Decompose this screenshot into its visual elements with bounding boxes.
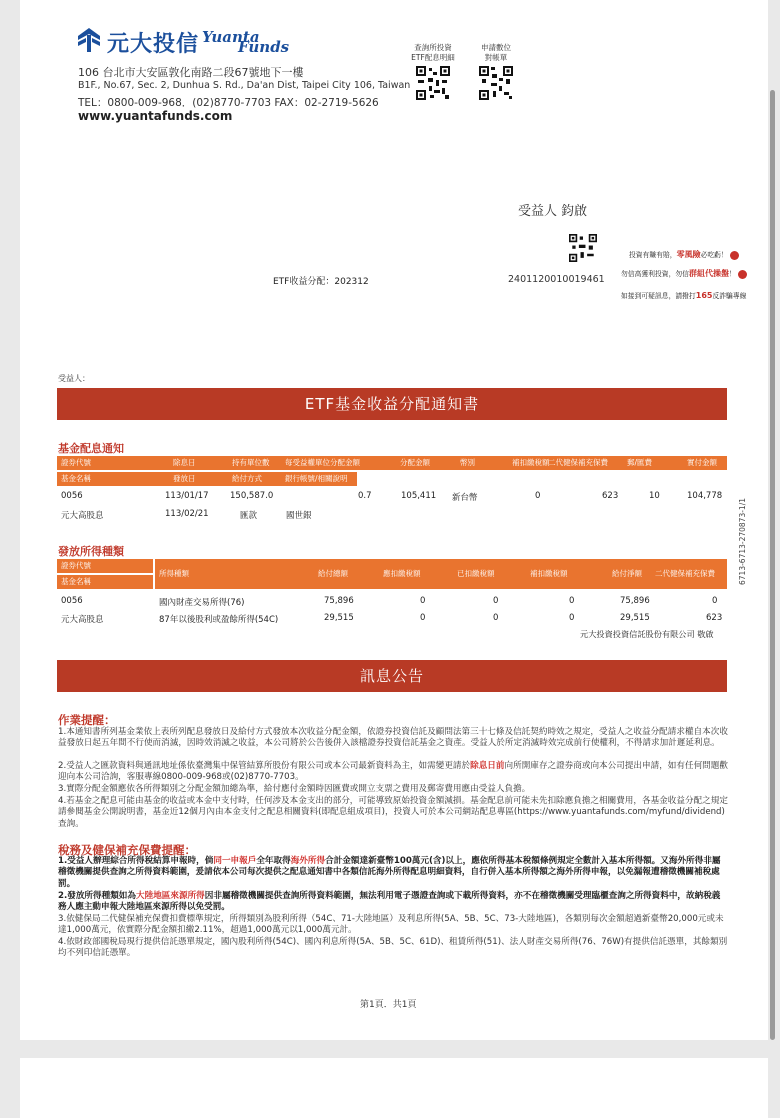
tax-item-3: 3.依健保局二代健保補充保費扣費標準規定，所得類別為股利所得（54C、71-大陸地區）及利息所得(5A、5B、5C、73-大陸地區)，各類別每次金額超過新臺幣20,000元或未達1,000萬元，依實際分配金額扣繳2.11%，超過1,000萬元以1,000萬元計。 xyxy=(58,914,724,936)
address-en: B1F., No.67, Sec. 2, Dunhua S. Rd., Da'an Dist, Taipei City 106, Taiwan xyxy=(78,80,411,91)
fraud-warning-line-2: 勿信高獲利投資，勿信群組代操盤！ xyxy=(621,268,747,280)
notice-banner: ETF基金收益分配通知書 xyxy=(57,388,727,420)
website-link[interactable]: www.yuantafunds.com xyxy=(78,109,233,123)
brand-name-en: Yuanta xyxy=(202,28,260,46)
income-table-header: 所得種類 給付總額 應扣繳稅額 已扣繳稅額 補扣繳稅額 給付淨額 二代健保補充保費 xyxy=(155,559,727,589)
ops-item-2: 2.受益人之匯款資料與通訊地址係依臺灣集中保管結算所股份有限公司或本公司最新資料為主，如需變更請於除息日前向所開庫存之證券商或向本公司提出申請，如有任何問題歡迎向本公司洽詢，客服專線0800-009-968或(02)8770-7703。 xyxy=(58,761,728,783)
income-type-section-title: 發放所得種類 xyxy=(58,545,124,558)
account-qr-code-icon xyxy=(569,234,597,262)
income-table-header-left-1: 證券代號 xyxy=(57,559,153,573)
statement-qr-code-icon[interactable] xyxy=(479,66,513,100)
tax-item-4: 4.依財政部國稅局現行提供信託憑單規定，國內股利所得(54C)、國內利息所得(5A、5B、5C、61D)、租賃所得(51)、法人財產交易所得(76、76W)有提供信託憑單，其餘類別均不列印信託憑單。 xyxy=(58,937,728,959)
ops-item-4: 4.若基金之配息可能由基金的收益或本金中支付時，任何涉及本金支出的部分，可能導致原始投資金額減損。基金配息前可能未先扣除應負擔之相關費用，各基金收益分配之規定請參閱基金公開說明書，基金近12個月內由本金支付之配息相關資料(即配息組成項目)，投資人可於本公司網站配息專區(https://www.yuantafunds.com/myfund/dividend)查詢。 xyxy=(58,796,728,829)
etf-distribution-period: ETF收益分配：202312 xyxy=(273,277,369,287)
income-table-header-left-2: 基金名稱 xyxy=(57,575,153,589)
statement-page: 元大投信 Yuanta Funds 106 台北市大安區敦化南路二段67號地下一樓 B1F., No.67, Sec. 2, Dunhua S. Rd., Da'an Dist, Taipei City 106, Taiwan TEL：0800-009-968．(02)8770-7703 FAX：02-2719-5626 www.yuantafunds.com 查詢所投資 ETF配息明細 申請數位 對帳單 受益人 鈞啟 ETF收益分配：202312 2401120010019461 投資有賺有賠，零風險必吃虧！ 勿信高獲利投資，勿信群組代操盤！ 如接到可疑訊息，請撥打165反詐騙專線 受益人： ETF基金收益分配通知書 基金配息通知 證券代號 除息日 持有單位數 每受益權單位分配金額 分配金額 幣別 補扣繳稅額 二代健保補充保費 郵/匯費 實付金額 基金名稱 發放日 給付方式 銀行帳號/相關說明 0056 113/01/17 150,587.0 0.7 105,411 新台幣 0 623 10 104,778 元大高股息 113/02/21 匯款 國世銀 發放所得種類 證券代號 基金名稱 所得種類 給付總額 應扣繳稅額 已扣繳稅額 補扣繳稅額 給付淨額 二代健保補充保費 0056 國內財產交易所得(76) 75,896 0 0 0 75,896 0 元大高股息 87年以後股利或盈餘所得(54C) 29,515 0 0 0 29,515 623 元大投資投資信託股份有限公司 敬啟 訊息公告 作業提醒： 1.本通知書所列基金業依上表所列配息發放日及給付方式發放本次收益分配金額，依證券投資信託及顧問法第三十七條及信託契約時效之規定，受益人之收益分配請求權自本次收益發放日起五年間不行使而消滅，因時效消滅之收益，本公司將於公告後併入該檔證券投資信託基金之資產。受益人於所定消滅時效完成前行使權利，不得請求加計遲延利息。 2.受益人之匯款資料與通訊地址係依臺灣集中保管結算所股份有限公司或本公司最新資料為主，如需變更請於除息日前向所開庫存之證券商或向本公司提出申請，如有任何問題歡迎向本公司洽詢，客服專線0800-009-968或(02)8770-7703。 3.實際分配金額應依各所得類別之分配金額加總為準，給付應付金額時因匯費或開立支票之費用及郵寄費用應由受益人負擔。 4.若基金之配息可能由基金的收益或本金中支付時，任何涉及本金支出的部分，可能導致原始投資金額減損。基金配息前可能未先扣除應負擔之相關費用，各基金收益分配之規定請參閱基金公開說明書，基金近12個月內由本金支付之配息相關資料(即配息組成項目)，投資人可於本公司網站配息專區(https://www.yuantafunds.com/myfund/dividend)查詢。 稅務及健保補充保費提醒： 1.受益人辦理綜合所得稅結算申報時，倘同一申報戶全年取得海外所得合計金額達新臺幣100萬元(含)以上，應依所得基本稅額條例規定全數計入基本所得額。又海外所得非屬稽徵機關提供查詢之所得資料範圍，爰請依本公司每次提供之配息通知書中各類信託海外所得配息明細資料，自行併入基本所得額之海外所得申報，以免漏報遭稽徵機關補稅處罰。 2.發放所得種類如為大陸地區來源所得因非屬稽徵機關提供查詢所得資料範圍，無法利用電子憑證查詢或下載所得資料，亦不在稽徵機關受理臨櫃查詢之所得資料中，故納稅義務人應主動申報大陸地區來源所得以免受罰。 3.依健保局二代健保補充保費扣費標準規定，所得類別為股利所得（54C、71-大陸地區）及利息所得(5A、5B、5C、73-大陸地區)，各類別每次金額超過新臺幣20,000元或未達1,000萬元，依實際分配金額扣繳2.11%，超過1,000萬元以1,000萬元計。 4.依財政部國稅局現行提供信託憑單規定，國內股利所得(54C)、國內利息所得(5A、5B、5C、61D)、租賃所得(51)、法人財產交易所得(76、76W)有提供信託憑單，其餘類別均不列印信託憑單。 第1頁．共1頁 xyxy=(20,0,768,1040)
dividend-table-header-1: 證券代號 除息日 持有單位數 每受益權單位分配金額 分配金額 幣別 補扣繳稅額 二代健保補充保費 郵/匯費 實付金額 xyxy=(57,456,727,470)
tax-item-1: 1.受益人辦理綜合所得稅結算申報時，倘同一申報戶全年取得海外所得合計金額達新臺幣100萬元(含)以上，應依所得基本稅額條例規定全數計入基本所得額。又海外所得非屬稽徵機關提供查詢之所得資料範圍，爰請依本公司每次提供之配息通知書中各類信託海外所得配息明細資料，自行併入基本所得額之海外所得申報，以免漏報遭稽徵機關補稅處罰。 xyxy=(58,856,721,889)
ops-item-1: 1.本通知書所列基金業依上表所列配息發放日及給付方式發放本次收益分配金額，依證券投資信託及顧問法第三十七條及信託契約時效之規定，受益人之收益分配請求權自本次收益發放日起五年間不行使而消滅，因時效消滅之收益，本公司將於公告後併入該檔證券投資信託基金之資產。受益人於所定消滅時效完成前行使權利，不得請求加計遲延利息。 xyxy=(58,727,728,749)
yuanta-logo-icon xyxy=(78,28,100,52)
ops-item-3: 3.實際分配金額應依各所得類別之分配金額加總為準，給付應付金額時因匯費或開立支票之費用及郵寄費用應由受益人負擔。 xyxy=(58,784,531,794)
next-page-preview xyxy=(20,1058,768,1118)
info-banner: 訊息公告 xyxy=(57,660,727,692)
recipient-name: 受益人 鈞啟 xyxy=(518,204,588,219)
fraud-warning-line-3: 如接到可疑訊息，請撥打165反詐騙專線 xyxy=(621,291,747,300)
company-signature: 元大投資投資信託股份有限公司 敬啟 xyxy=(580,629,714,639)
scrollbar-thumb[interactable] xyxy=(770,90,775,1040)
page-number: 第1頁．共1頁 xyxy=(360,1000,417,1010)
address-cn: 106 台北市大安區敦化南路二段67號地下一樓 xyxy=(78,66,304,79)
warning-badge-icon xyxy=(730,251,739,260)
tax-reminder-title: 稅務及健保補充保費提醒： xyxy=(58,843,196,857)
fraud-warning-line-1: 投資有賺有賠，零風險必吃虧！ xyxy=(629,249,739,261)
warning-badge-icon xyxy=(738,270,747,279)
beneficiary-label: 受益人： xyxy=(58,374,90,383)
contact-info: TEL：0800-009-968．(02)8770-7703 FAX：02-2719-5626 xyxy=(78,97,379,109)
qr-dividend-label: 查詢所投資 ETF配息明細 xyxy=(411,43,455,62)
ops-reminder-title: 作業提醒： xyxy=(58,713,116,727)
dividend-qr-code-icon[interactable] xyxy=(416,66,450,100)
dividend-table-header-2: 基金名稱 發放日 給付方式 銀行帳號/相關說明 xyxy=(57,472,357,486)
document-side-code: 6713-6713-270873-1/1 xyxy=(738,498,747,585)
dividend-section-title: 基金配息通知 xyxy=(58,442,124,455)
brand-name-cn: 元大投信 xyxy=(107,32,200,57)
tax-item-2: 2.發放所得種類如為大陸地區來源所得因非屬稽徵機關提供查詢所得資料範圍，無法利用電子憑證查詢或下載所得資料，亦不在稽徵機關受理臨櫃查詢之所得資料中，故納稅義務人應主動申報大陸地區來源所得以免受罰。 xyxy=(58,891,721,913)
qr-statement-label: 申請數位 對帳單 xyxy=(481,43,511,62)
account-code: 2401120010019461 xyxy=(508,274,605,285)
brand-name-en-2: Funds xyxy=(238,38,290,56)
